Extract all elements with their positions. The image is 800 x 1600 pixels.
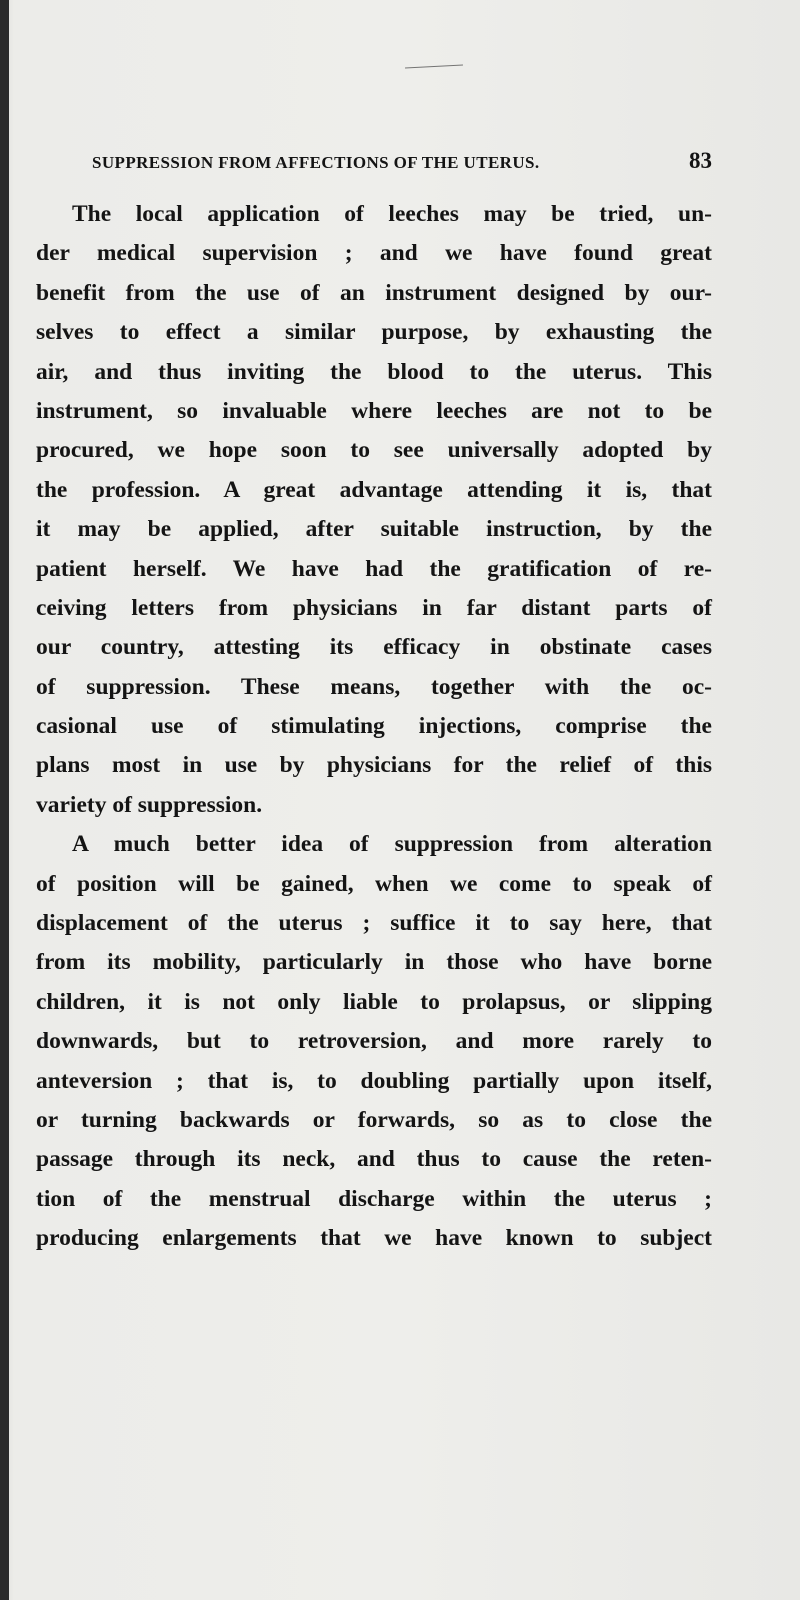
text-line: ceiving letters from physicians in far distant parts of <box>36 594 712 621</box>
text-line: selves to effect a similar purpose, by exhausting the <box>36 319 712 346</box>
text-line: A much better idea of suppression from alteration <box>72 831 712 858</box>
text-line: plans most in use by physicians for the relief of this <box>36 752 712 779</box>
text-line: tion of the menstrual discharge within the uterus ; <box>36 1185 712 1212</box>
text-line: it may be applied, after suitable instruction, by the <box>36 516 712 543</box>
text-line: passage through its neck, and thus to cause the reten- <box>36 1146 712 1173</box>
text-line: variety of suppression. <box>36 791 263 818</box>
page-number: 83 <box>689 148 712 173</box>
running-title: SUPPRESSION FROM AFFECTIONS OF THE UTERUS. <box>92 153 540 172</box>
text-line: of position will be gained, when we come to speak of <box>36 870 712 897</box>
text-line: air, and thus inviting the blood to the uterus. This <box>36 358 712 385</box>
text-line: patient herself. We have had the gratification of re- <box>36 555 712 582</box>
text-line: The local application of leeches may be tried, un- <box>72 201 712 227</box>
text-line: instrument, so invaluable where leeches are not to be <box>36 397 712 424</box>
text-line: procured, we hope soon to see universally adopted by <box>36 437 712 464</box>
body-text <box>36 195 712 1259</box>
text-line: anteversion ; that is, to doubling partially upon itself, <box>36 1067 712 1094</box>
text-line: casional use of stimulating injections, comprise the <box>36 713 712 740</box>
text-line: producing enlargements that we have known to subject <box>36 1225 712 1252</box>
text-line: our country, attesting its efficacy in obstinate cases <box>36 634 712 661</box>
text-line: from its mobility, particularly in those who have borne <box>36 949 712 976</box>
page-spine-edge <box>0 0 9 1600</box>
text-line: displacement of the uterus ; suffice it to say here, that <box>36 910 712 937</box>
running-header <box>92 148 712 178</box>
paragraph-2 <box>36 825 712 1258</box>
text-line: benefit from the use of an instrument designed by our- <box>36 279 712 306</box>
text-line: children, it is not only liable to prolapsus, or slipping <box>36 988 712 1015</box>
text-line: der medical supervision ; and we have found great <box>36 240 712 267</box>
text-line: the profession. A great advantage attending it is, that <box>36 476 712 503</box>
text-line: downwards, but to retroversion, and more rarely to <box>36 1028 712 1055</box>
paragraph-1 <box>36 195 712 825</box>
ink-stroke-mark <box>405 64 463 68</box>
text-line: of suppression. These means, together with the oc- <box>36 673 712 700</box>
text-line: or turning backwards or forwards, so as to close the <box>36 1106 712 1133</box>
